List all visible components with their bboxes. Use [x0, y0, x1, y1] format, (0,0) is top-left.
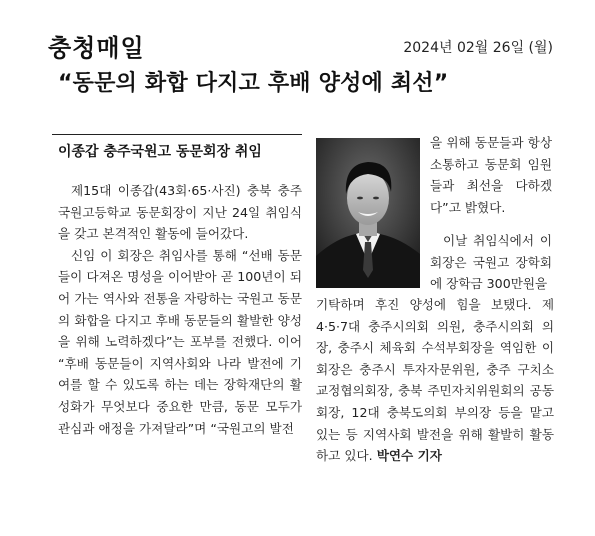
byline: 박연수 기자 [376, 448, 442, 464]
publication-date: 2024년 02월 26일 (월) [403, 40, 553, 56]
portrait-photo [316, 138, 420, 288]
article-column-right-bottom [316, 294, 554, 467]
body-paragraph: 을 위해 동문들과 항상 소통하고 동문회 임원들과 최선을 다하겠다”고 밝혔다. [430, 135, 552, 215]
article-column-left [58, 180, 302, 439]
headline: “동문의 화합 다지고 후배 양성에 최선” [58, 71, 449, 96]
body-text: 기탁하며 후진 양성에 힘을 보탰다. 제4·5·7대 충주시의회 의원, 충주시의회 의장, 충주시 체육회 수석부회장을 역임한 이 회장은 충주시 투자자문위원, 충주 구치소 교정협의회장, 충북 주민자치위원회의 공동회장, 12대 충북도의회 부의장 등을 맡고 있는 등 지역사회 발전을 위해 활발히 활동하고 있다. [316, 297, 554, 464]
body-paragraph: 신임 이 회장은 취임사를 통해 “선배 동문들이 다져온 명성을 이어받아 곧 100년이 되어 가는 역사와 전통을 자랑하는 국원고 동문의 화합을 다지고 후배 동문들의 활발한 양성을 위해 노력하겠다”는 포부를 전했다. 이어 “후배 동문들이 지역사회와 나라 발전에 기여를 할 수 있도록 하는 데는 장학재단의 활성화가 무엇보다 중요한 만큼, 동문 모두가 관심과 애정을 가져달라”며 “국원고의 발전 [58, 247, 302, 436]
body-paragraph [316, 294, 554, 467]
body-paragraph: 이날 취임식에서 이 회장은 국원고 장학회에 장학금 300만원을 [430, 233, 552, 292]
article-column-right-top [430, 132, 552, 218]
portrait-photo-icon [316, 138, 420, 288]
subheadline: 이종갑 충주국원고 동문회장 취임 [58, 144, 262, 160]
subhead-rule [52, 134, 302, 135]
masthead: 충청매일 [48, 34, 145, 62]
lead-paragraph: 제15대 이종갑(43회·65·사진) 충북 충주 국원고등학교 동문회장이 지난 24일 취임식을 갖고 본격적인 활동에 들어갔다. [58, 183, 302, 242]
article-column-right-mid [430, 230, 552, 295]
